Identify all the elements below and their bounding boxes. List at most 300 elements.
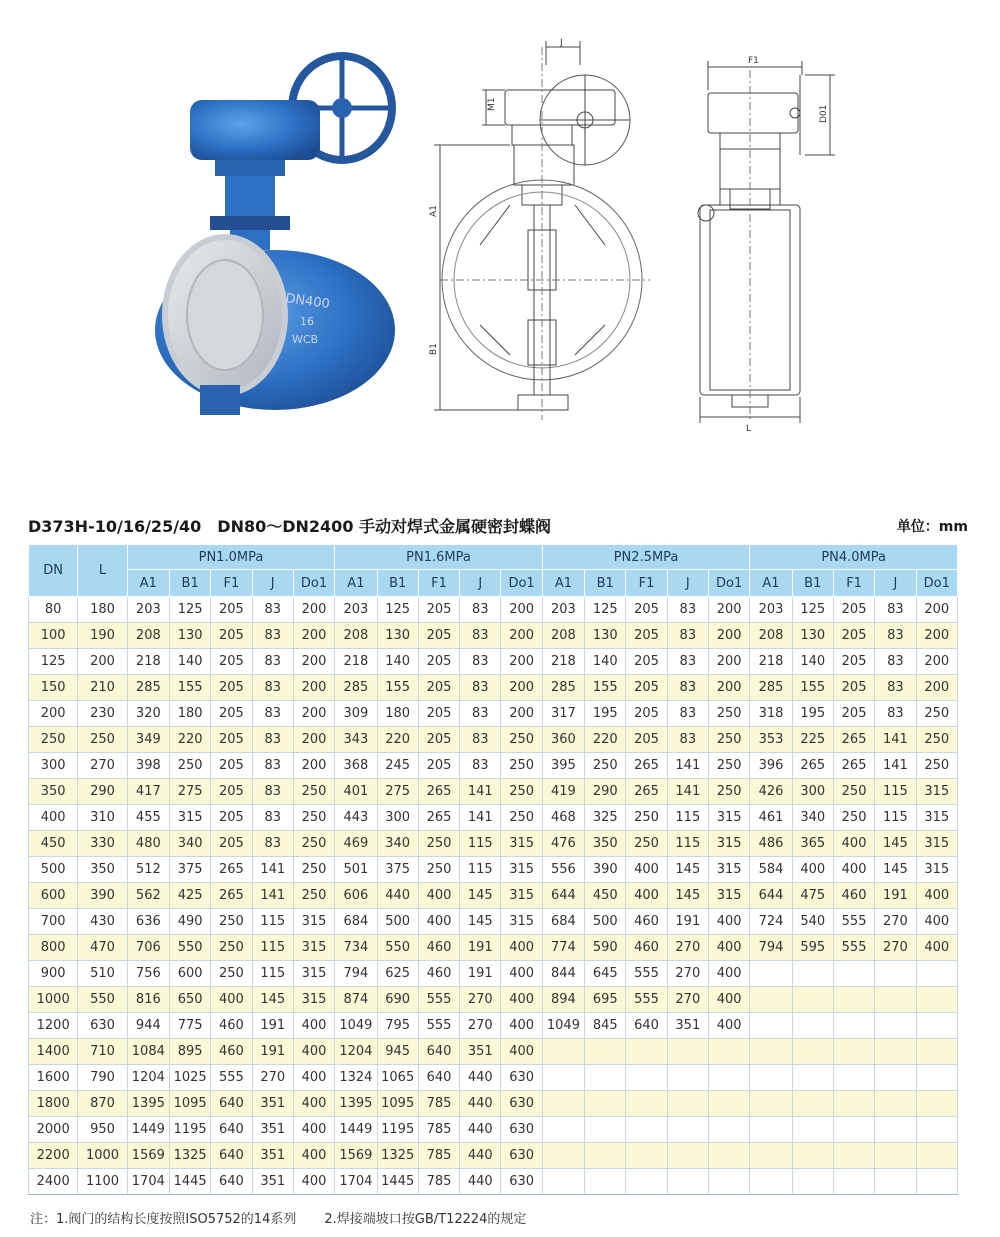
table-cell: 200	[708, 623, 749, 649]
table-cell: 270	[667, 961, 708, 987]
table-cell: 83	[460, 675, 501, 701]
table-cell: 205	[418, 675, 459, 701]
table-cell: 645	[585, 961, 626, 987]
table-cell: 205	[211, 675, 252, 701]
table-cell: 200	[501, 597, 542, 623]
table-cell: 640	[211, 1143, 252, 1169]
table-cell: 460	[211, 1039, 252, 1065]
table-cell: 320	[127, 701, 169, 727]
table-cell: 115	[252, 909, 293, 935]
table-cell: 400	[418, 909, 459, 935]
title-row	[28, 514, 968, 538]
table-cell: 1195	[377, 1117, 418, 1143]
table-cell	[833, 1065, 874, 1091]
table-cell: 351	[252, 1117, 293, 1143]
table-cell: 191	[667, 909, 708, 935]
table-cell: 315	[916, 831, 957, 857]
table-cell: 636	[127, 909, 169, 935]
table-cell: 141	[667, 779, 708, 805]
table-cell	[916, 961, 957, 987]
table-cell: 250	[626, 831, 667, 857]
table-cell: 400	[211, 987, 252, 1013]
table-cell: 365	[792, 831, 833, 857]
table-cell: 115	[252, 961, 293, 987]
table-cell: 83	[252, 831, 293, 857]
table-cell: 500	[585, 909, 626, 935]
table-cell: 270	[667, 935, 708, 961]
table-cell: 1324	[335, 1065, 377, 1091]
table-cell: 340	[792, 805, 833, 831]
table-cell: 145	[252, 987, 293, 1013]
table-cell: 400	[418, 883, 459, 909]
table-row	[29, 831, 958, 857]
table-cell: 250	[293, 831, 334, 857]
table-cell: 83	[252, 623, 293, 649]
note-2: 2.焊接端坡口按GB/T12224的规定	[324, 1212, 527, 1227]
table-cell	[916, 1169, 957, 1195]
table-cell: 208	[750, 623, 792, 649]
table-cell: 555	[418, 987, 459, 1013]
table-cell: 205	[418, 701, 459, 727]
table-cell: 340	[169, 831, 210, 857]
table-cell: 550	[169, 935, 210, 961]
table-cell: 200	[501, 649, 542, 675]
table-cell: 375	[377, 857, 418, 883]
table-cell: 500	[29, 857, 78, 883]
table-cell: 250	[211, 909, 252, 935]
table-cell: 400	[916, 909, 957, 935]
table-cell	[916, 1143, 957, 1169]
table-cell: 115	[875, 805, 916, 831]
table-cell: 600	[169, 961, 210, 987]
header-sub-f1: F1	[211, 570, 252, 597]
table-cell	[708, 1169, 749, 1195]
table-cell: 83	[460, 701, 501, 727]
table-cell: 595	[792, 935, 833, 961]
table-cell: 83	[667, 675, 708, 701]
table-cell: 285	[335, 675, 377, 701]
table-cell	[916, 1013, 957, 1039]
table-cell: 440	[460, 1169, 501, 1195]
unit-label: 单位：mm	[896, 519, 968, 535]
table-cell: 349	[127, 727, 169, 753]
table-cell: 205	[211, 701, 252, 727]
spec-table-body	[29, 597, 958, 1195]
table-cell	[792, 987, 833, 1013]
table-cell: 145	[667, 857, 708, 883]
table-cell: 724	[750, 909, 792, 935]
dim-label-do1: D01	[819, 104, 829, 123]
header-sub-do1: Do1	[501, 570, 542, 597]
header-group-2: PN2.5MPa	[542, 545, 750, 570]
table-cell: 310	[78, 805, 127, 831]
table-cell	[875, 1169, 916, 1195]
table-cell: 250	[585, 753, 626, 779]
table-cell: 351	[252, 1169, 293, 1195]
gearbox	[190, 100, 320, 160]
table-cell	[667, 1039, 708, 1065]
table-cell: 315	[293, 961, 334, 987]
table-cell	[626, 1143, 667, 1169]
table-cell: 180	[377, 701, 418, 727]
table-cell: 200	[293, 649, 334, 675]
table-row	[29, 649, 958, 675]
table-cell	[667, 1065, 708, 1091]
table-cell: 785	[418, 1117, 459, 1143]
table-row	[29, 701, 958, 727]
table-cell: 1195	[169, 1117, 210, 1143]
table-cell: 205	[626, 649, 667, 675]
table-cell: 816	[127, 987, 169, 1013]
table-cell: 205	[626, 597, 667, 623]
table-cell: 200	[501, 675, 542, 701]
table-cell: 350	[29, 779, 78, 805]
table-cell: 315	[708, 883, 749, 909]
table-cell: 1065	[377, 1065, 418, 1091]
table-cell: 640	[418, 1039, 459, 1065]
table-cell: 265	[792, 753, 833, 779]
table-cell: 401	[335, 779, 377, 805]
header-sub-f1: F1	[418, 570, 459, 597]
table-cell: 1084	[127, 1039, 169, 1065]
note-1: 注：1.阀门的结构长度按照ISO5752的14系列	[30, 1212, 297, 1227]
table-row	[29, 779, 958, 805]
footnote	[30, 1208, 526, 1227]
table-cell: 440	[460, 1091, 501, 1117]
table-cell: 630	[501, 1091, 542, 1117]
table-cell: 200	[916, 649, 957, 675]
table-cell: 205	[418, 649, 459, 675]
table-cell: 556	[542, 857, 584, 883]
table-cell: 351	[252, 1091, 293, 1117]
table-cell: 250	[501, 779, 542, 805]
table-cell: 200	[29, 701, 78, 727]
table-cell: 140	[792, 649, 833, 675]
table-cell: 400	[293, 1039, 334, 1065]
table-cell: 115	[460, 831, 501, 857]
table-cell: 208	[335, 623, 377, 649]
table-cell: 205	[833, 597, 874, 623]
dim-label-l: L	[746, 424, 752, 434]
table-cell	[750, 1039, 792, 1065]
table-cell: 440	[460, 1117, 501, 1143]
table-cell: 205	[626, 675, 667, 701]
table-cell: 250	[916, 753, 957, 779]
table-row	[29, 675, 958, 701]
table-cell: 460	[833, 883, 874, 909]
table-cell: 200	[78, 649, 127, 675]
table-cell: 191	[252, 1013, 293, 1039]
table-cell: 510	[78, 961, 127, 987]
table-cell: 250	[293, 805, 334, 831]
table-cell: 290	[78, 779, 127, 805]
table-cell: 562	[127, 883, 169, 909]
table-cell	[792, 1039, 833, 1065]
table-cell: 125	[792, 597, 833, 623]
table-cell: 100	[29, 623, 78, 649]
table-cell: 684	[335, 909, 377, 935]
table-cell: 644	[750, 883, 792, 909]
table-cell: 690	[377, 987, 418, 1013]
valve-photo	[130, 40, 400, 420]
table-cell: 400	[626, 883, 667, 909]
table-cell: 115	[875, 779, 916, 805]
table-cell: 400	[916, 883, 957, 909]
table-cell: 205	[418, 727, 459, 753]
table-cell	[708, 1065, 749, 1091]
table-cell: 584	[750, 857, 792, 883]
table-cell: 200	[708, 597, 749, 623]
table-cell: 700	[29, 909, 78, 935]
table-cell: 351	[252, 1143, 293, 1169]
table-cell: 220	[169, 727, 210, 753]
table-cell: 400	[501, 1039, 542, 1065]
table-cell: 218	[750, 649, 792, 675]
table-cell: 265	[833, 753, 874, 779]
table-cell: 400	[626, 857, 667, 883]
table-cell: 195	[792, 701, 833, 727]
table-cell: 115	[252, 935, 293, 961]
table-cell: 200	[501, 623, 542, 649]
table-cell: 790	[78, 1065, 127, 1091]
table-cell: 555	[418, 1013, 459, 1039]
table-cell	[626, 1091, 667, 1117]
table-cell	[833, 1143, 874, 1169]
table-cell: 555	[626, 987, 667, 1013]
table-cell: 550	[377, 935, 418, 961]
table-cell: 125	[377, 597, 418, 623]
header-sub-a1: A1	[542, 570, 584, 597]
table-cell: 250	[916, 727, 957, 753]
table-cell: 250	[833, 805, 874, 831]
table-cell: 400	[708, 909, 749, 935]
table-cell: 250	[29, 727, 78, 753]
table-cell	[750, 1117, 792, 1143]
table-cell	[792, 1065, 833, 1091]
table-cell: 315	[169, 805, 210, 831]
table-cell: 340	[377, 831, 418, 857]
table-cell: 250	[293, 857, 334, 883]
table-cell: 400	[293, 1143, 334, 1169]
table-cell	[792, 961, 833, 987]
table-cell: 270	[875, 935, 916, 961]
table-cell: 368	[335, 753, 377, 779]
table-cell: 218	[127, 649, 169, 675]
table-cell: 315	[916, 857, 957, 883]
table-cell: 600	[29, 883, 78, 909]
table-cell: 630	[78, 1013, 127, 1039]
table-cell: 400	[792, 857, 833, 883]
table-cell: 115	[667, 805, 708, 831]
table-cell: 265	[418, 779, 459, 805]
table-cell: 200	[293, 597, 334, 623]
table-cell: 83	[460, 623, 501, 649]
table-cell: 870	[78, 1091, 127, 1117]
table-cell	[542, 1169, 584, 1195]
table-row	[29, 1039, 958, 1065]
table-cell: 270	[460, 987, 501, 1013]
table-cell: 606	[335, 883, 377, 909]
table-cell: 145	[460, 909, 501, 935]
table-cell: 426	[750, 779, 792, 805]
table-cell	[875, 1039, 916, 1065]
table-cell: 1200	[29, 1013, 78, 1039]
dim-label-j: J	[560, 38, 563, 48]
table-cell: 250	[708, 779, 749, 805]
table-cell: 205	[626, 623, 667, 649]
header-sub-do1: Do1	[293, 570, 334, 597]
table-cell: 430	[78, 909, 127, 935]
table-cell: 155	[792, 675, 833, 701]
table-cell: 265	[626, 753, 667, 779]
table-cell: 250	[78, 727, 127, 753]
table-cell	[667, 1117, 708, 1143]
table-cell: 785	[418, 1143, 459, 1169]
table-cell: 330	[78, 831, 127, 857]
table-cell: 250	[916, 701, 957, 727]
table-cell: 315	[293, 935, 334, 961]
table-row	[29, 935, 958, 961]
table-cell: 400	[293, 1169, 334, 1195]
table-cell: 250	[211, 935, 252, 961]
table-cell: 205	[626, 727, 667, 753]
table-cell: 1025	[169, 1065, 210, 1091]
table-cell: 145	[460, 883, 501, 909]
table-cell: 1204	[127, 1065, 169, 1091]
table-row	[29, 1143, 958, 1169]
table-cell: 555	[833, 909, 874, 935]
table-cell	[585, 1091, 626, 1117]
table-cell: 83	[667, 597, 708, 623]
table-cell: 250	[418, 831, 459, 857]
table-row	[29, 1117, 958, 1143]
table-cell	[750, 1169, 792, 1195]
table-cell: 400	[501, 987, 542, 1013]
table-cell	[750, 961, 792, 987]
table-cell: 200	[916, 675, 957, 701]
header-sub-b1: B1	[377, 570, 418, 597]
table-cell: 245	[377, 753, 418, 779]
table-cell: 1569	[127, 1143, 169, 1169]
table-cell: 130	[377, 623, 418, 649]
table-cell: 315	[293, 909, 334, 935]
table-cell: 200	[708, 649, 749, 675]
table-cell: 350	[585, 831, 626, 857]
table-cell	[833, 987, 874, 1013]
table-cell: 400	[708, 935, 749, 961]
table-row	[29, 987, 958, 1013]
table-cell: 250	[293, 779, 334, 805]
table-cell	[833, 1091, 874, 1117]
table-row	[29, 1091, 958, 1117]
table-cell	[585, 1065, 626, 1091]
header-sub-b1: B1	[792, 570, 833, 597]
table-cell: 190	[78, 623, 127, 649]
table-cell: 83	[460, 753, 501, 779]
table-cell: 141	[460, 805, 501, 831]
table-cell: 155	[377, 675, 418, 701]
table-cell: 460	[418, 961, 459, 987]
table-cell: 205	[626, 701, 667, 727]
table-cell: 208	[127, 623, 169, 649]
table-cell	[875, 961, 916, 987]
table-cell	[916, 1117, 957, 1143]
table-cell: 250	[708, 753, 749, 779]
table-cell: 650	[169, 987, 210, 1013]
table-cell: 476	[542, 831, 584, 857]
table-cell: 895	[169, 1039, 210, 1065]
table-cell: 205	[418, 597, 459, 623]
table-cell: 200	[916, 597, 957, 623]
table-cell: 756	[127, 961, 169, 987]
table-cell: 315	[501, 883, 542, 909]
table-cell: 205	[418, 623, 459, 649]
table-cell	[833, 1169, 874, 1195]
table-cell: 83	[252, 779, 293, 805]
table-cell	[792, 1091, 833, 1117]
header-l: L	[78, 545, 127, 597]
table-cell: 425	[169, 883, 210, 909]
table-cell: 417	[127, 779, 169, 805]
table-cell: 270	[252, 1065, 293, 1091]
table-cell: 350	[78, 857, 127, 883]
table-cell: 205	[211, 623, 252, 649]
table-cell: 443	[335, 805, 377, 831]
table-cell: 475	[792, 883, 833, 909]
table-cell: 309	[335, 701, 377, 727]
table-cell: 285	[127, 675, 169, 701]
table-cell: 1204	[335, 1039, 377, 1065]
table-cell: 205	[211, 831, 252, 857]
table-cell: 400	[501, 961, 542, 987]
table-cell: 640	[211, 1091, 252, 1117]
table-cell: 220	[377, 727, 418, 753]
table-cell: 555	[833, 935, 874, 961]
table-cell: 218	[542, 649, 584, 675]
table-cell	[708, 1091, 749, 1117]
cast-mark-pn: 16	[300, 315, 314, 328]
table-cell: 630	[501, 1117, 542, 1143]
table-cell: 1095	[377, 1091, 418, 1117]
table-cell: 300	[29, 753, 78, 779]
table-cell: 630	[501, 1065, 542, 1091]
header-sub-a1: A1	[127, 570, 169, 597]
table-cell: 250	[211, 961, 252, 987]
table-cell: 469	[335, 831, 377, 857]
table-cell	[750, 1091, 792, 1117]
table-cell: 844	[542, 961, 584, 987]
table-cell: 400	[293, 1065, 334, 1091]
table-cell	[542, 1039, 584, 1065]
table-cell: 1704	[127, 1169, 169, 1195]
table-cell	[585, 1143, 626, 1169]
cast-mark-material: WCB	[292, 333, 319, 346]
table-row	[29, 909, 958, 935]
table-cell	[667, 1169, 708, 1195]
table-cell: 396	[750, 753, 792, 779]
table-cell: 83	[667, 623, 708, 649]
table-cell: 200	[293, 623, 334, 649]
table-cell: 83	[667, 649, 708, 675]
table-cell: 141	[252, 883, 293, 909]
table-cell: 220	[585, 727, 626, 753]
table-cell: 205	[211, 727, 252, 753]
header-group-0: PN1.0MPa	[127, 545, 335, 570]
table-cell: 795	[377, 1013, 418, 1039]
table-cell	[542, 1091, 584, 1117]
table-cell: 360	[542, 727, 584, 753]
table-cell: 460	[211, 1013, 252, 1039]
